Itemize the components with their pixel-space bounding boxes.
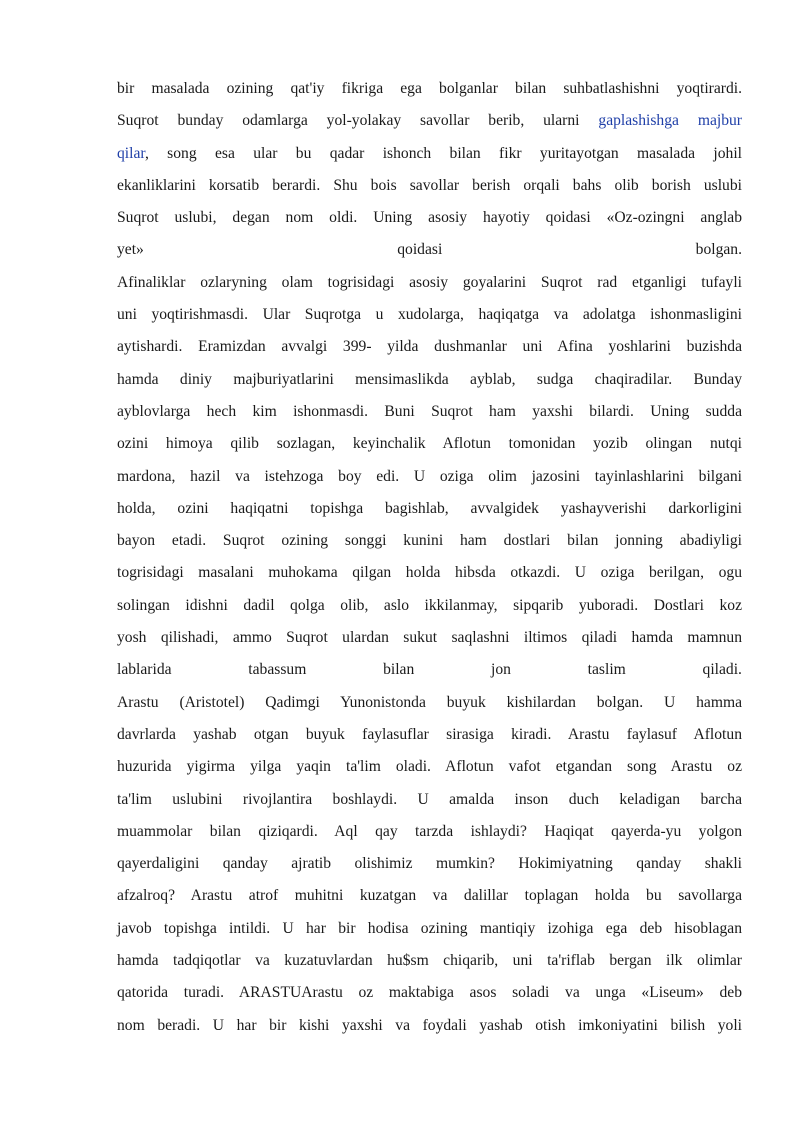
text-line: hamda tadqiqotlar va kuzatuvlardan hu$sm chiqarib, uni ta'riflab bergan ilk olimlar [117,952,742,970]
text-line: bayon etadi. Suqrot ozining songgi kunini ham dostlari bilan jonning abadiyligi [117,532,742,550]
word: qoidasi [397,241,443,259]
text-line: uni yoqtirishmasdi. Ular Suqrotga u xudolarga, haqiqatga va adolatga ishonmasligini [117,306,742,324]
word: qiladi. [702,661,742,679]
text-line: Suqrot uslubi, degan nom oldi. Uning asosiy hayotiy qoidasi «Oz-ozingni anglab [117,209,742,227]
hyperlink-continued[interactable]: qilar [117,144,145,162]
text-line: aytishardi. Eramizdan avvalgi 399- yilda dushmanlar uni Afina yoshlarini buzishda [117,338,742,356]
text-line: qatorida turadi. ARASTUArastu oz maktabiga asos soladi va unga «Liseum» deb [117,984,742,1002]
text-line-spread [117,654,742,686]
word: yet» [117,241,144,259]
text-line: Arastu (Aristotel) Qadimgi Yunonistonda buyuk kishilardan bolgan. U hamma [117,693,742,711]
word: tabassum [248,661,307,679]
text-line: solingan idishni dadil qolga olib, aslo ikkilanmay, sipqarib yuboradi. Dostlari koz [117,596,742,614]
word: bilan [383,661,415,679]
text-line: muammolar bilan qiziqardi. Aql qay tarzda ishlaydi? Haqiqat qayerda-yu yolgon [117,822,742,840]
document-page [117,73,742,1042]
text-line: huzurida yigirma yilga yaqin ta'lim oladi. Aflotun vafot etgandan song Arastu oz [117,758,742,776]
hyperlink[interactable]: gaplashishga majbur [598,112,742,130]
text-line: mardona, hazil va istehzoga boy edi. U oziga olim jazosini tayinlashlarini bilgani [117,467,742,485]
text-line: afzalroq? Arastu atrof muhitni kuzatgan va dalillar toplagan holda bu savollarga [117,887,742,905]
text-line: ta'lim uslubini rivojlantira boshlaydi. U amalda inson duch keladigan barcha [117,790,742,808]
text-line-spread [117,234,742,266]
text-line: togrisidagi masalani muhokama qilgan holda hibsda otkazdi. U oziga berilgan, ogu [117,564,742,582]
text-line [117,105,742,137]
text-fragment: Suqrot bunday odamlarga yol-yolakay savollar berib, ularni [117,112,580,130]
word: lablarida [117,661,172,679]
text-line: nom beradi. U har bir kishi yaxshi va foydali yashab otish imkoniyatini bilish yoli [117,1016,742,1034]
text-line: yosh qilishadi, ammo Suqrot ulardan sukut saqlashni iltimos qiladi hamda mamnun [117,629,742,647]
paragraph-suqrot-method [117,73,742,267]
text-line: ayblovlarga hech kim ishonmasdi. Buni Suqrot ham yaxshi bilardi. Uning sudda [117,402,742,420]
text-line: qayerdaligini qanday ajratib olishimiz mumkin? Hokimiyatning qanday shakli [117,855,742,873]
text-line: ekanliklarini korsatib berardi. Shu bois savollar berish orqali bahs olib borish uslubi [117,176,742,194]
text-line: bir masalada ozining qat'iy fikriga ega bolganlar bilan suhbatlashishni yoqtirardi. [117,80,742,97]
text-fragment: , song esa ular bu qadar ishonch bilan fikr yuritayotgan masalada johil [144,144,742,162]
text-line: davrlarda yashab otgan buyuk faylasuflar sirasiga kiradi. Arastu faylasuf Aflotun [117,725,742,743]
text-line [117,138,742,170]
text-line: holda, ozini haqiqatni topishga bagishlab, avvalgidek yashayverishi darkorligini [117,499,742,517]
word: bolgan. [695,241,742,259]
text-line: Afinaliklar ozlaryning olam togrisidagi asosiy goyalarini Suqrot rad etganligi tufayli [117,273,742,291]
text-line: ozini himoya qilib sozlagan, keyinchalik Aflotun tomonidan yozib olingan nutqi [117,435,742,453]
word: jon [491,661,511,679]
paragraph-arastu [117,687,742,1042]
text-line: hamda diniy majburiyatlarini mensimaslikda ayblab, sudga chaqiradilar. Bunday [117,370,742,388]
paragraph-suqrot-trial [117,267,742,687]
text-line: javob topishga intildi. U har bir hodisa ozining mantiqiy izohiga ega deb hisoblagan [117,919,742,937]
word: taslim [587,661,626,679]
